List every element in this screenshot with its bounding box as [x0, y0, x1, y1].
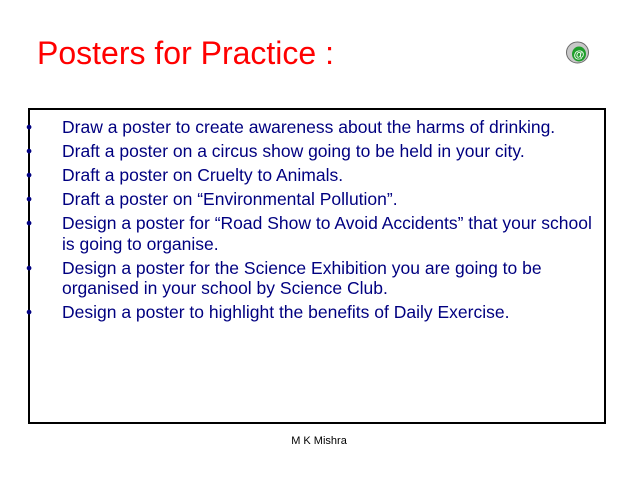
list-item-text: Draft a poster on Cruelty to Animals.: [62, 165, 344, 185]
list-item: [24, 189, 602, 210]
list-item: [24, 165, 602, 186]
list-item-text: Design a poster for “Road Show to Avoid Accidents” that your school is going to organise.: [62, 213, 592, 254]
bullet-point: •: [26, 117, 33, 137]
bullet-point: •: [26, 189, 33, 209]
footer-author: M K Mishra: [291, 435, 347, 447]
list-item-text: Draw a poster to create awareness about the harms of drinking.: [62, 117, 556, 137]
globe-at-icon: [566, 40, 590, 64]
list-item: [24, 117, 602, 138]
list-item: [24, 213, 602, 254]
page-title: Posters for Practice :: [37, 35, 334, 71]
list-item-text: Draft a poster on a circus show going to be held in your city.: [62, 141, 525, 161]
bullet-point: •: [26, 302, 33, 322]
list-item-text: Design a poster to highlight the benefits of Daily Exercise.: [62, 302, 510, 322]
list-item: [24, 258, 602, 299]
list-item-text: Draft a poster on “Environmental Pollution”.: [62, 189, 398, 209]
bullet-point: •: [26, 257, 33, 278]
list-item: [24, 302, 602, 323]
svg-text:@: @: [573, 49, 585, 61]
bullet-list: [24, 117, 602, 326]
bullet-point: •: [26, 141, 33, 161]
list-item-text: Design a poster for the Science Exhibition you are going to be organised in your school by Science Club.: [62, 257, 542, 298]
list-item: [24, 141, 602, 162]
bullet-point: •: [26, 165, 33, 185]
bullet-point: •: [26, 213, 33, 233]
